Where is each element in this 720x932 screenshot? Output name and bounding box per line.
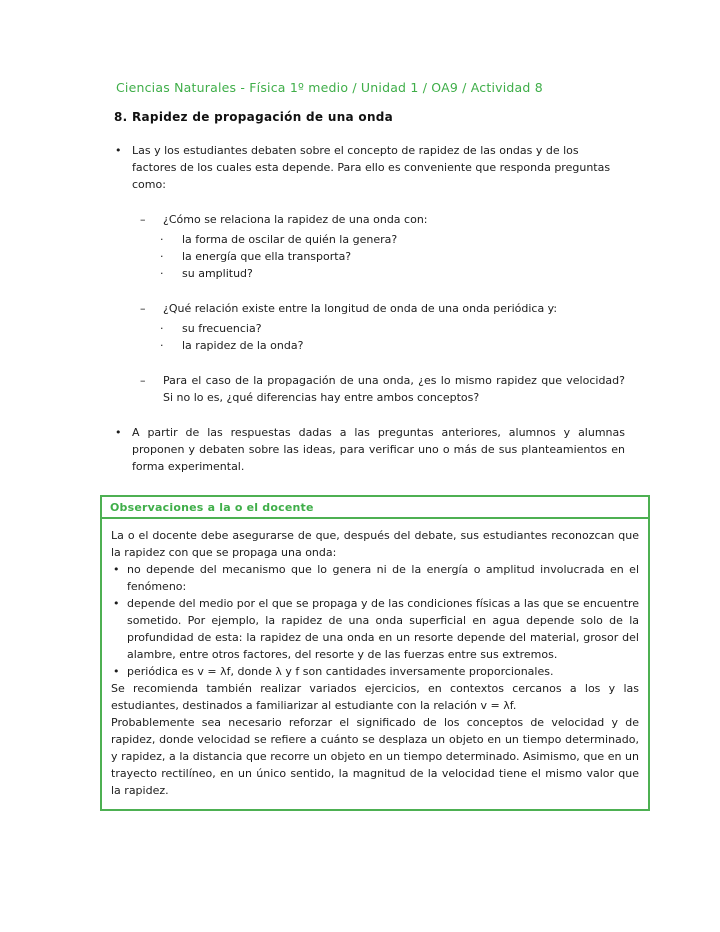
dot-marker: · [160, 250, 164, 263]
teacher-note-box [100, 495, 650, 811]
question-2-item [160, 320, 625, 337]
dot-marker: · [160, 267, 164, 280]
question-1-item-text: su amplitud? [182, 267, 253, 280]
question-2-item-text: su frecuencia? [182, 322, 262, 335]
dash-marker: – [140, 374, 146, 387]
intro-bullet [115, 142, 625, 193]
teacher-box-paragraph: Probablemente sea necesario reforzar el significado de los conceptos de velocidad y de rapidez, donde velocidad se refiere a cuánto se desplaza un objeto en un tiempo determinado, y rapidez, a la distancia que recorre un objeto en un tiempo determinado. Asimismo, que en un trayecto rectilíneo, en un único sentido, la magnitud de la velocidad tiene el mismo valor que la rapidez. [111, 716, 639, 797]
dot-marker: · [160, 339, 164, 352]
teacher-box-intro: La o el docente debe asegurarse de que, después del debate, sus estudiantes reconozcan que la rapidez con que se propaga una onda: [111, 529, 639, 559]
dash-marker: – [140, 213, 146, 226]
question-1-item-text: la energía que ella transporta? [182, 250, 352, 263]
question-3 [140, 372, 625, 406]
closing-bullet-text: A partir de las respuestas dadas a las preguntas anteriores, alumnos y alumnas proponen y debaten sobre las ideas, para verificar uno o más de sus planteamientos en forma experimental. [132, 426, 625, 473]
closing-bullet [115, 424, 625, 475]
dot-marker: · [160, 322, 164, 335]
teacher-box-titlebar [102, 497, 648, 519]
bullet-marker: • [113, 665, 120, 678]
teacher-box-bullet-text: no depende del mecanismo que lo genera ni de la energía o amplitud involucrada en el fenómeno: [127, 563, 639, 593]
question-1-item [160, 265, 625, 282]
teacher-box-bullet [113, 595, 639, 663]
question-2-lead [140, 300, 625, 317]
teacher-box-bullet [113, 561, 639, 595]
teacher-box-bullet [113, 663, 639, 680]
question-3-text: Para el caso de la propagación de una onda, ¿es lo mismo rapidez que velocidad? Si no lo es, ¿qué diferencias hay entre ambos conceptos? [163, 374, 625, 404]
question-1-item-text: la forma de oscilar de quién la genera? [182, 233, 398, 246]
teacher-box-bullet-text: periódica es v = λf, donde λ y f son cantidades inversamente proporcionales. [127, 665, 554, 678]
breadcrumb: Ciencias Naturales - Física 1º medio / Unidad 1 / OA9 / Actividad 8 [116, 80, 543, 95]
question-1-lead [140, 211, 625, 228]
bullet-marker: • [113, 597, 120, 610]
bullet-marker: • [113, 563, 120, 576]
question-2-item [160, 337, 625, 354]
question-1-item [160, 231, 625, 248]
question-1-lead-text: ¿Cómo se relaciona la rapidez de una onda con: [163, 213, 428, 226]
activity-title: 8. Rapidez de propagación de una onda [114, 110, 394, 124]
teacher-box-body [102, 519, 648, 809]
dash-marker: – [140, 302, 146, 315]
teacher-box-bullet-text: depende del medio por el que se propaga y de las condiciones físicas a las que se encuentre sometido. Por ejemplo, la rapidez de una onda superficial en agua depende solo de la profundidad de esta: la rapidez de una onda en un resorte depende del material, grosor del alambre, entre otros factores, del resorte y de las fuerzas entre sus extremos. [127, 597, 639, 661]
question-2-item-text: la rapidez de la onda? [182, 339, 304, 352]
question-2-lead-text: ¿Qué relación existe entre la longitud de onda de una onda periódica y: [163, 302, 558, 315]
bullet-marker: • [115, 426, 122, 439]
teacher-box-paragraph: Se recomienda también realizar variados ejercicios, en contextos cercanos a los y las estudiantes, destinados a familiarizar al estudiante con la relación v = λf. [111, 682, 639, 712]
bullet-marker: • [115, 144, 122, 157]
question-1-item [160, 248, 625, 265]
intro-bullet-text: Las y los estudiantes debaten sobre el concepto de rapidez de las ondas y de los factores de los cuales esta depende. Para ello es conveniente que responda preguntas como: [132, 144, 611, 191]
dot-marker: · [160, 233, 164, 246]
teacher-box-title: Observaciones a la o el docente [110, 501, 314, 514]
